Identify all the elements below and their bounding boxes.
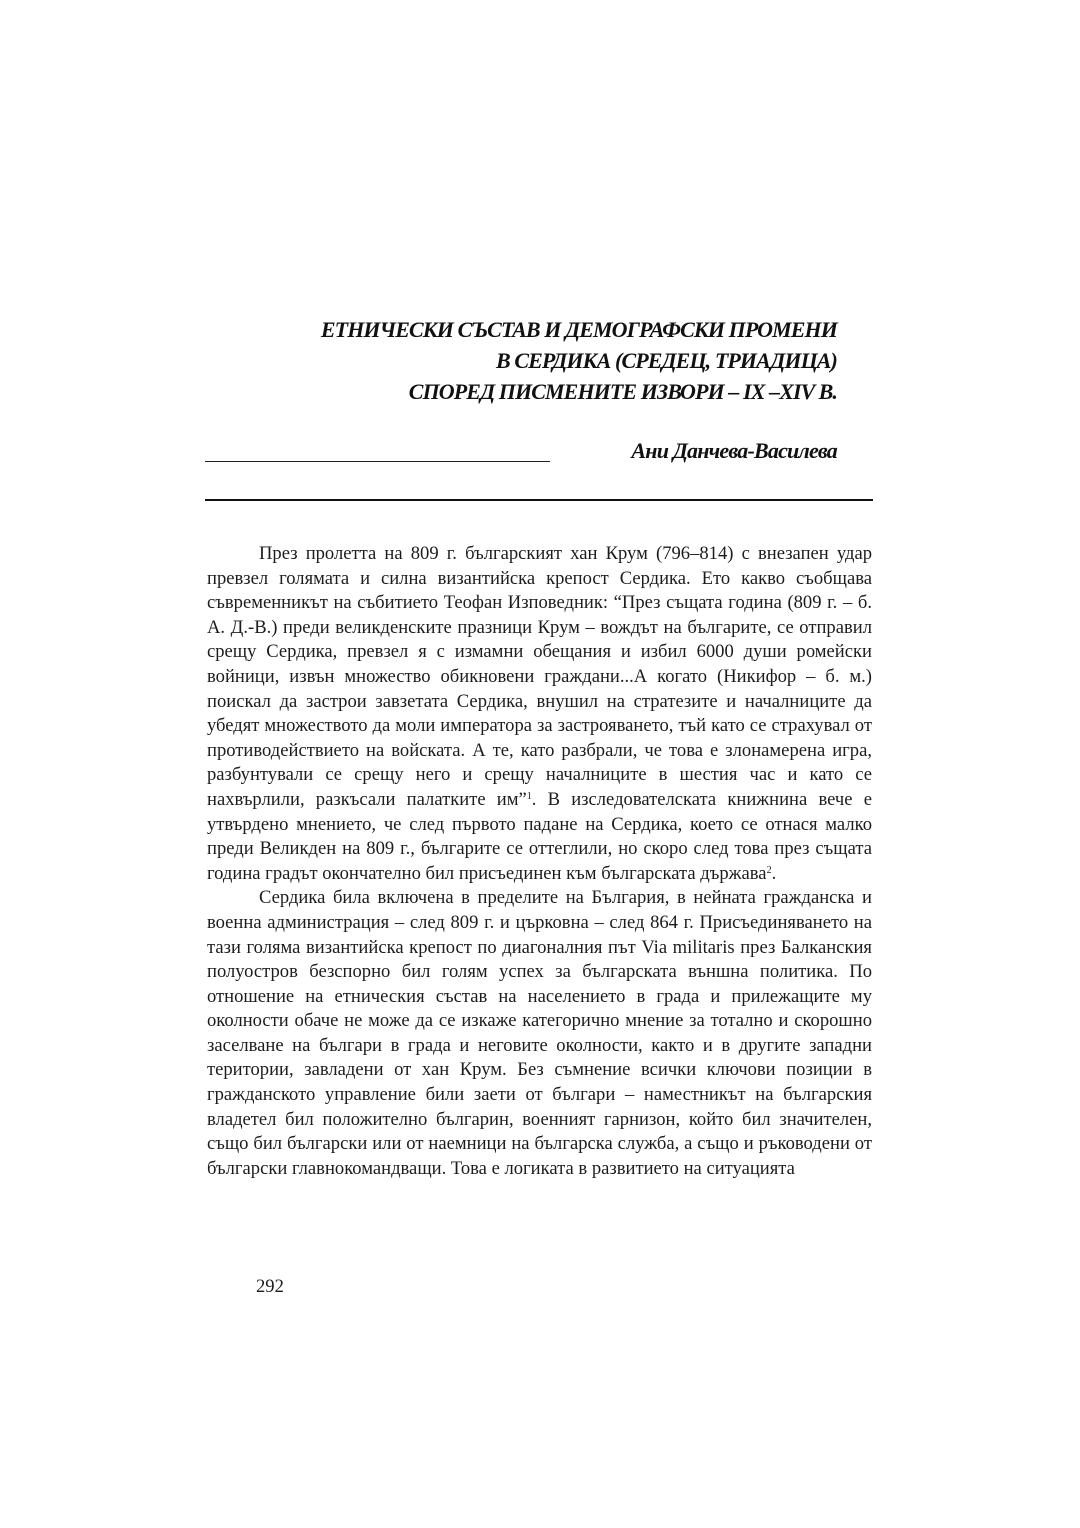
paragraph-1 [207,542,872,886]
title-line-2: В СЕРДИКА (СРЕДЕЦ, ТРИАДИЦА) [496,348,837,373]
paragraph-1-text-a: През пролетта на 809 г. българският хан Крум (796–814) с внезапен удар превзел голямата и силна византийска крепост Сердика. Ето какво съобщава съвременникът на събитието Теофан Изповедник: “През същата година (809 г. – б. А. Д.-В.) преди великденските празници Крум – вождът на българите, се отправил срещу Сердика, превзел я с измамни обещания и избил 6000 души ромейски войници, извън множество обикновени граждани...А когато (Никифор – б. м.) поискал да застрои завзетата Сердика, внушил на стратезите и началниците да убедят множеството да моли императора за застрояването, тъй като се страхувал от противодействието на войската. А те, като разбрали, че това е злонамерена игра, разбунтували се срещу него и срещу началниците в шестия час и като се нахвърлили, разкъсали палатките им” [207,543,872,810]
author-divider [205,461,550,462]
article-title [205,314,837,407]
article-body [207,542,872,1181]
title-line-1: ЕТНИЧЕСКИ СЪСТАВ И ДЕМОГРАФСКИ ПРОМЕНИ [320,317,837,342]
footnote-ref-2[interactable]: 2 [766,864,772,876]
paragraph-1-text-c: . [771,862,777,884]
author-row [205,438,837,472]
title-line-3: СПОРЕД ПИСМЕНИТЕ ИЗВОРИ – IX –XIV В. [408,379,837,404]
author-name: Ани Данчева-Василева [631,438,837,463]
footnote-ref-1[interactable]: 1 [526,790,532,802]
title-divider [205,499,873,501]
page-number: 292 [256,1276,284,1297]
paragraph-2: Сердика била включена в пределите на България, в нейната гражданска и военна администрация – след 809 г. и църковна – след 864 г. Присъединяването на тази голяма византийска крепост по диагоналния път Via militaris през Балканския полуостров безспорно бил голям успех за българската външна политика. По отношение на етническия състав на населението в града и прилежащите му околности обаче не може да се изкаже категорично мнение за тотално и скорошно заселване на българи в града и неговите околности, както и в другите западни територии, завладени от хан Крум. Без съмнение всички ключови позиции в гражданското управление били заети от българи – наместникът на българския владетел бил положително българин, военният гарнизон, който бил значителен, също бил български или от наемници на българска служба, а също и ръководени от български главнокомандващи. Това е логиката в развитието на ситуацията [207,887,872,1179]
paragraph-1-text-b: . В изследователската книжнина вече е утвърдено мнението, че след първото падане на Сердика, което се отнася малко преди Великден на 809 г., българите се оттеглили, но скоро след това през същата година градът окончателно бил присъединен към българската държава [207,788,872,884]
